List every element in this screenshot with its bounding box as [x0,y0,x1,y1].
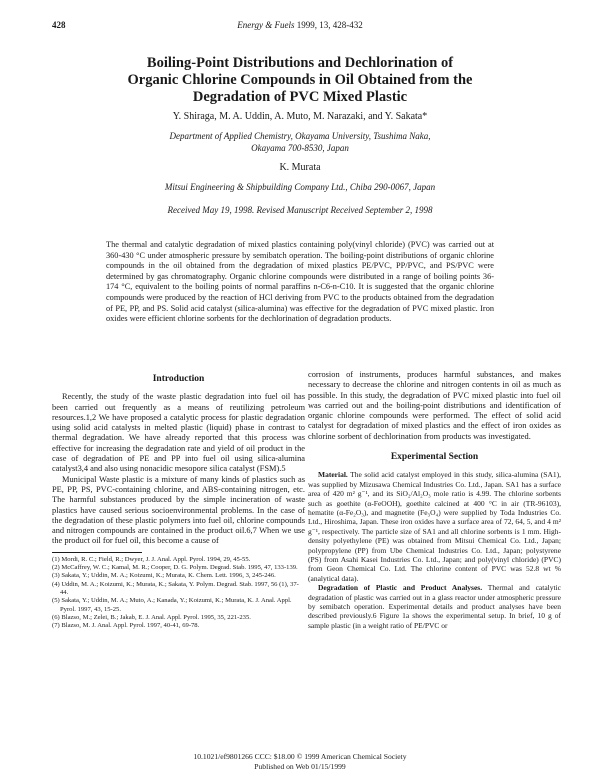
affiliation-1-line-2: Okayama 700-8530, Japan [251,143,349,153]
author-list-1: Y. Shiraga, M. A. Uddin, A. Muto, M. Narazaki, and Y. Sakata* [172,111,428,122]
material-text: The solid acid catalyst employed in this study, silica-alumina (SA1), was supplied by Mizusawa Chemical Industries Co. Ltd., Japan. SA1 has a surface area of 420 m² g⁻¹, and its SiO₂/Al₂O₃ mole ratio is 4.99. The chlorine sorbents such as goethite (α-FeOOH), goethite calcined at 400 °C in air (TR-96103), hematite (α-Fe₂O₃), and magnetite (Fe₃O₄) were supplied by Toda Industries Co. Ltd., Hiroshima, Japan. These iron oxides have a surface area of 72, 64, 5, and 4 m² g⁻¹, respectively. The particle size of SA1 and all chlorine sorbents is 1 mm. High-density polyethylene (PE) was obtained from Mitsui Chemical Co. Ltd., Japan; polypropylene (PP) from Ube Chemical Industries Co. Ltd., Japan; polystyrene (PS) from Asahi Kasei Industries Co. Ltd., Japan; and poly(vinyl chloride) (PVC) from Geon Chemical Co. Ltd. The chlorine content of PVC was 52.8 wt % (analytical data). [308,470,561,583]
reference-item: (6) Blazso, M.; Zelei, B.; Jakab, E. J. Anal. Appl. Pyrol. 1995, 35, 221-235. [52,613,251,621]
journal-citation [52,20,548,30]
reference-item: (1) Mordi, R. C.; Field, R.; Dwyer, J. J. Anal. Appl. Pyrol. 1994, 29, 45-55. [52,555,251,563]
page-footer [52,752,548,771]
intro-paragraph-2: Municipal Waste plastic is a mixture of many kinds of plastics such as PE, PP, PS, PVC-containing chlorine, and ABS-containing nitrogen, etc. The harmful substances produced by the simple incineration of waste plastics have caused serious socioenvironmental problems. In the case of the degradation of these plastic polymers into fuel oil, chlorine compounds and nitrogen compounds are contained in the product oil.6,7 When we use the product oil for fuel oil, this become a cause of [52,474,305,546]
affiliation-1 [60,130,540,154]
left-column [52,370,305,630]
title-line-1: Boiling-Point Distributions and Dechlorination of [146,55,454,71]
right-column [308,370,561,630]
journal-name: Energy & Fuels [237,20,295,30]
citation: 1999, 13, 428-432 [296,20,363,30]
author-list-2: K. Murata [279,162,321,173]
reference-item: (5) Sakata, Y.; Uddin, M. A.; Muto, A.; Kanada, Y.; Koizumi, K.; Murata, K. J. Anal. Appl. Pyrol. 1997, 43, 15-25. [52,597,292,613]
footer-published-line: Published on Web 01/15/1999 [254,761,346,771]
intro-paragraph-continued: corrosion of instruments, produces harmful substances, and makes necessary to decrease the chlorine and nitrogen contents in oil as much as possible. In this study, the degradation of PVC mixed plastic into fuel oil was carried out and the boiling-point distributions and identification of organic chlorine compounds were performed. The effect of solid acid catalyst for degradation of mixed plastics and the effect of iron oxides as chlorine sorbent of dechlorination from products was investigated. [308,370,561,441]
footer-doi-line: 10.1021/ef9801266 CCC: $18.00 © 1999 American Chemical Society [193,752,407,761]
received-dates: Received May 19, 1998. Revised Manuscript Received September 2, 1998 [167,205,433,215]
intro-paragraph-1: Recently, the study of the waste plastic degradation into fuel oil has been carried out frequently as a means of reutilizing petroleum resources.1,2 We have proposed a catalytic process for plastic degradation using solid acid catalysts in melted plastic (liquid) phase in contrast to thermal degradation. We have already reported that this process was effective for increasing the degradation rate and yield of oil product in the case of degradation of PE and PP into fuel oil using silica-alumina catalyst3,4 and also using nonacidic mesopore silica catalyst (FSM).5 [52,392,305,474]
abstract: The thermal and catalytic degradation of mixed plastics containing poly(vinyl chloride) (PVC) was carried out at 360-430 °C under atmospheric pressure by semibatch operation. The boiling-point distributions of organic chlorine compounds in the oil obtained from the degradation of mixed plastics PE/PVC, PP/PVC, and PS/PVC were determined by gas chromatography. Organic chlorine compounds were distributed in a range of boiling points 36-174 °C, equivalent to the boiling points of normal paraffins n-C6-n-C10. It is suggested that the organic chlorine compounds were produced by the reaction of HCl deriving from PVC to the products obtained from the degradation of PE, PP, and PS. Solid acid catalyst (silica-alumina) was effective for the degradation of PVC mixed plastic. Iron oxides were efficient chlorine sorbents for the dechlorination of degradation products. [106,240,494,324]
experimental-text [308,470,561,630]
degradation-text: Thermal and catalytic degradation of plastic was carried out in a glass reactor under atmospheric pressure by semibatch operation. Experimental details and product analyses have been described previously.6 Figure 1a shows the experimental setup. In brief, 10 g of sample plastic (in a weight ratio of PE/PVC or [308,583,561,630]
reference-item: (3) Sakata, Y.; Uddin, M. A.; Koizumi, K.; Murata, K. Chem. Lett. 1996, 3, 245-246. [52,572,276,580]
reference-list [52,556,305,631]
material-paragraph [308,470,561,583]
experimental-heading: Experimental Section [390,452,479,463]
material-run-in-head: Material. [318,470,348,480]
reference-item: (2) McCaffrey, W. C.; Kamal, M. R.; Cooper, D. G. Polym. Degrad. Stab. 1995, 47, 133-139. [52,564,298,572]
intro-heading: Introduction [152,374,205,384]
title-line-3: Degradation of PVC Mixed Plastic [192,89,408,105]
article-title [80,55,520,106]
degradation-paragraph [308,583,561,630]
running-header [52,20,548,34]
reference-item: (7) Blazso, M. J. Anal. Appl. Pyrol. 1997, 40-41, 69-78. [52,622,200,630]
page-number: 428 [52,20,66,30]
reference-item: (4) Uddin, M. A.; Koizumi, K.; Murata, K.; Sakata, Y. Polym. Degrad. Stab. 1997, 56 (1), 37-44. [52,580,299,596]
affiliation-1-line-1: Department of Applied Chemistry, Okayama University, Tsushima Naka, [169,131,431,141]
footnote-rule [52,552,142,553]
degradation-run-in-head: Degradation of Plastic and Product Analyses. [318,583,483,593]
title-line-2: Organic Chlorine Compounds in Oil Obtained from the [127,72,473,88]
affiliation-2: Mitsui Engineering & Shipbuilding Company Ltd., Chiba 290-0067, Japan [164,182,436,192]
